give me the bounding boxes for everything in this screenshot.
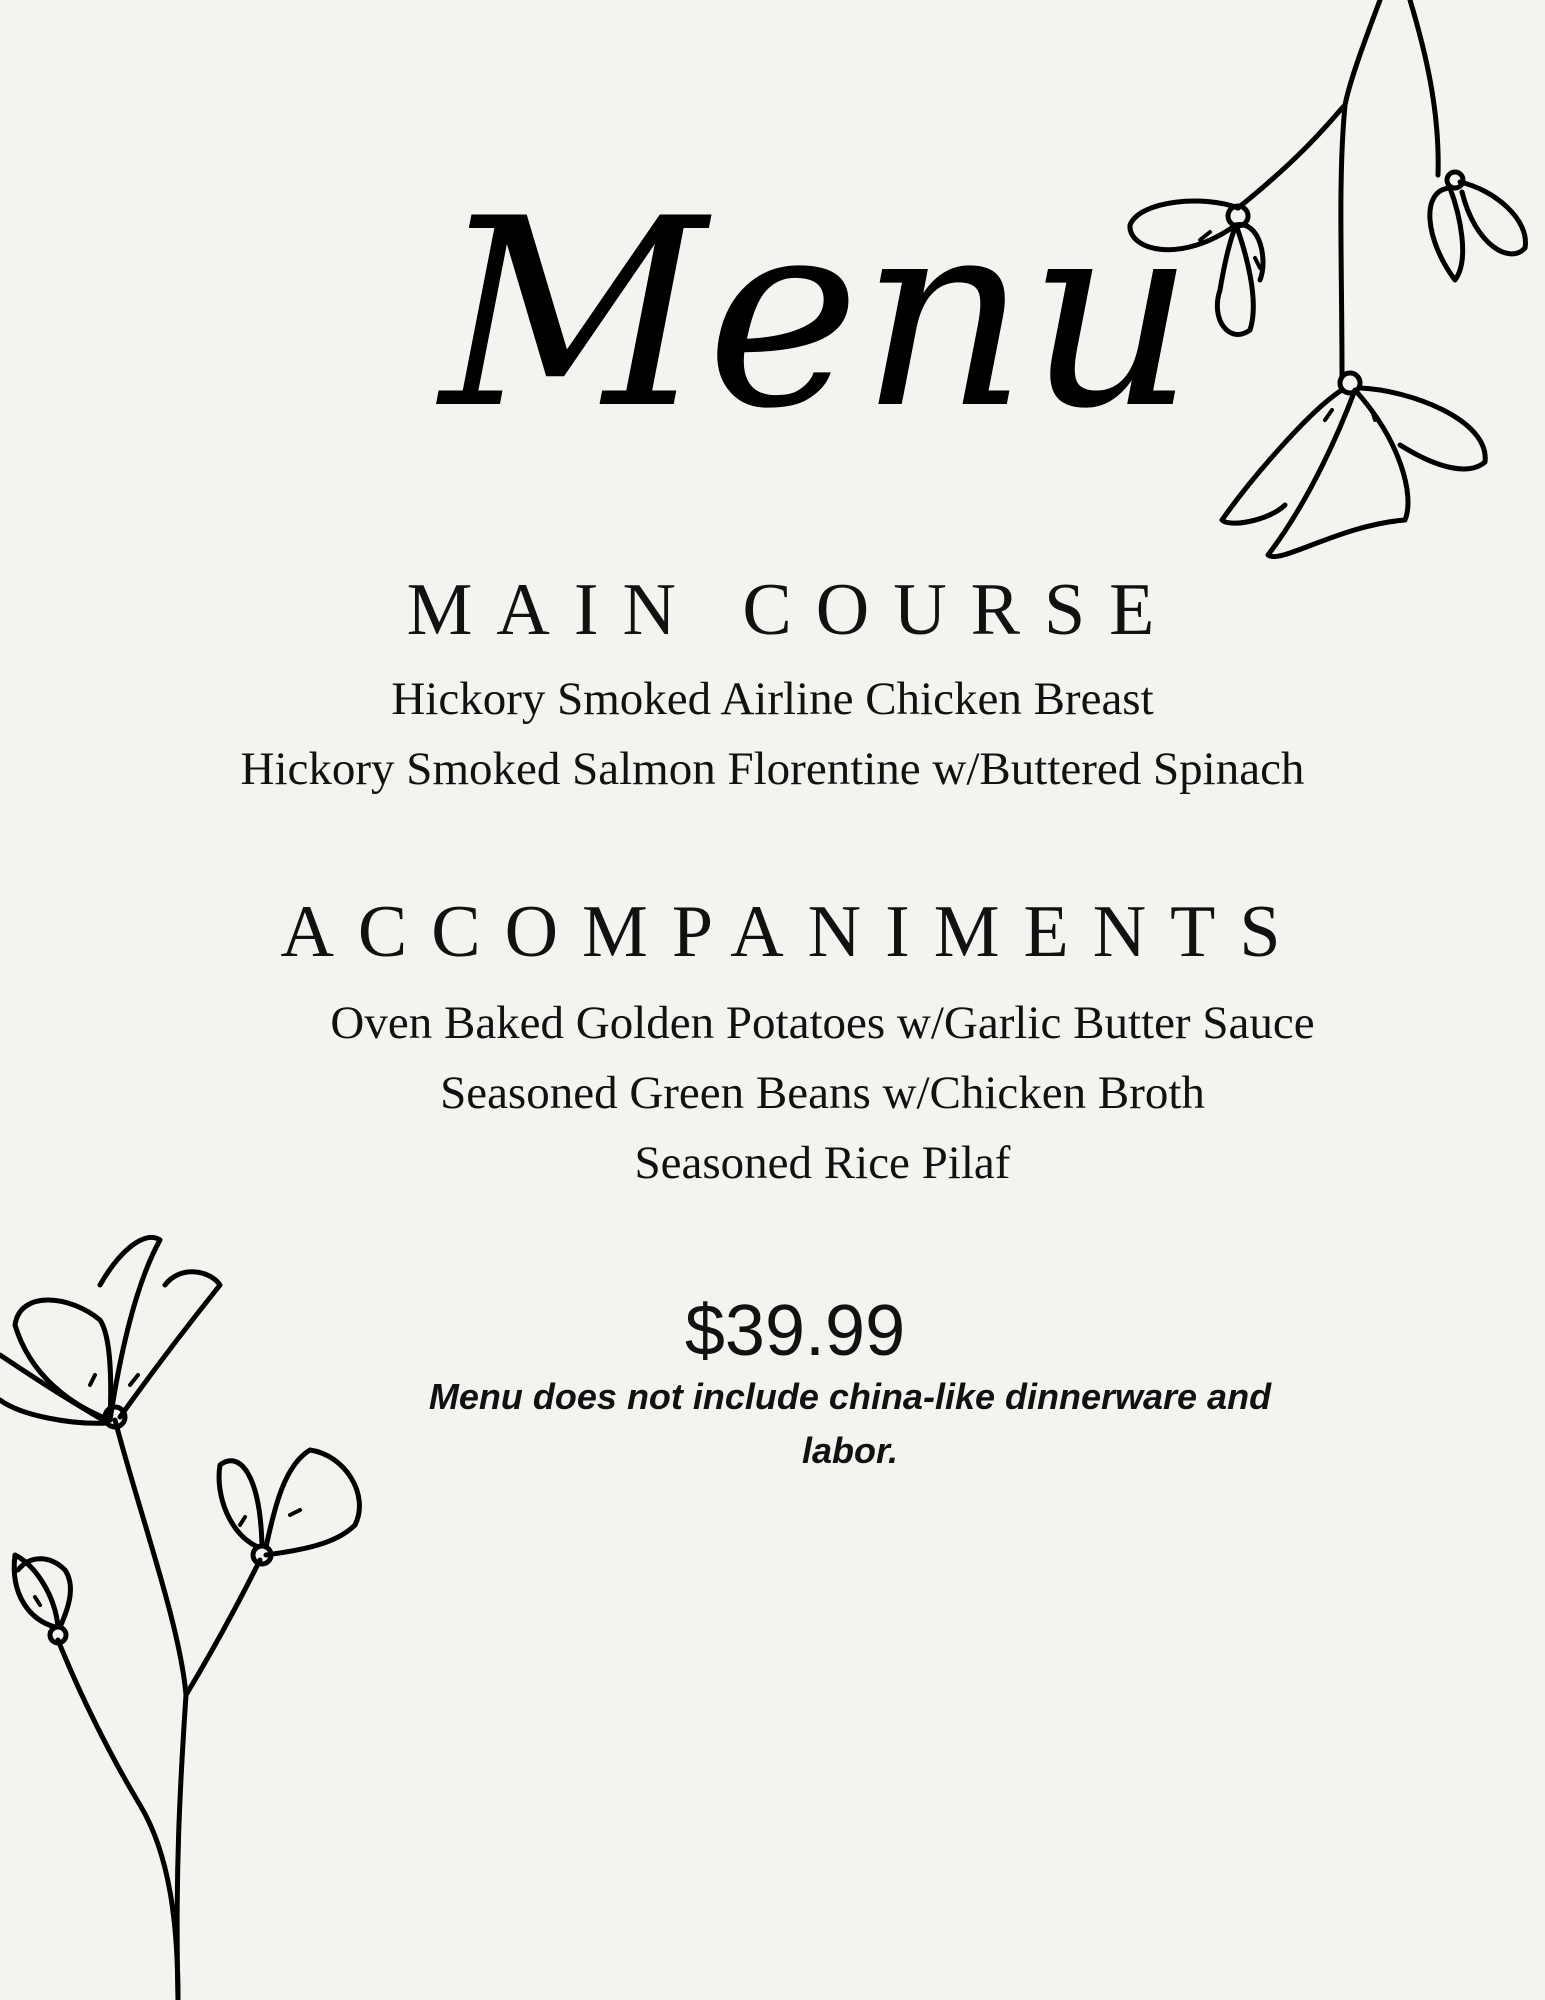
main-course-item: Hickory Smoked Airline Chicken Breast xyxy=(391,673,1154,725)
main-course-heading: MAIN COURSE xyxy=(406,569,1179,651)
standing-flowers-illustration xyxy=(0,1225,380,2000)
main-course-item: Hickory Smoked Salmon Florentine w/Buttered Spinach xyxy=(240,743,1305,795)
accompaniment-item: Seasoned Green Beans w/Chicken Broth xyxy=(440,1067,1205,1119)
accompaniment-item: Oven Baked Golden Potatoes w/Garlic Butter Sauce xyxy=(330,997,1315,1049)
menu-note: Menu does not include china-like dinnerware and labor. xyxy=(428,1376,1272,1471)
accompaniment-item: Seasoned Rice Pilaf xyxy=(634,1137,1011,1189)
menu-price: $39.99 xyxy=(684,1291,906,1371)
menu-title: Menu xyxy=(440,164,1195,466)
accompaniments-heading: ACCOMPANIMENTS xyxy=(280,891,1305,973)
